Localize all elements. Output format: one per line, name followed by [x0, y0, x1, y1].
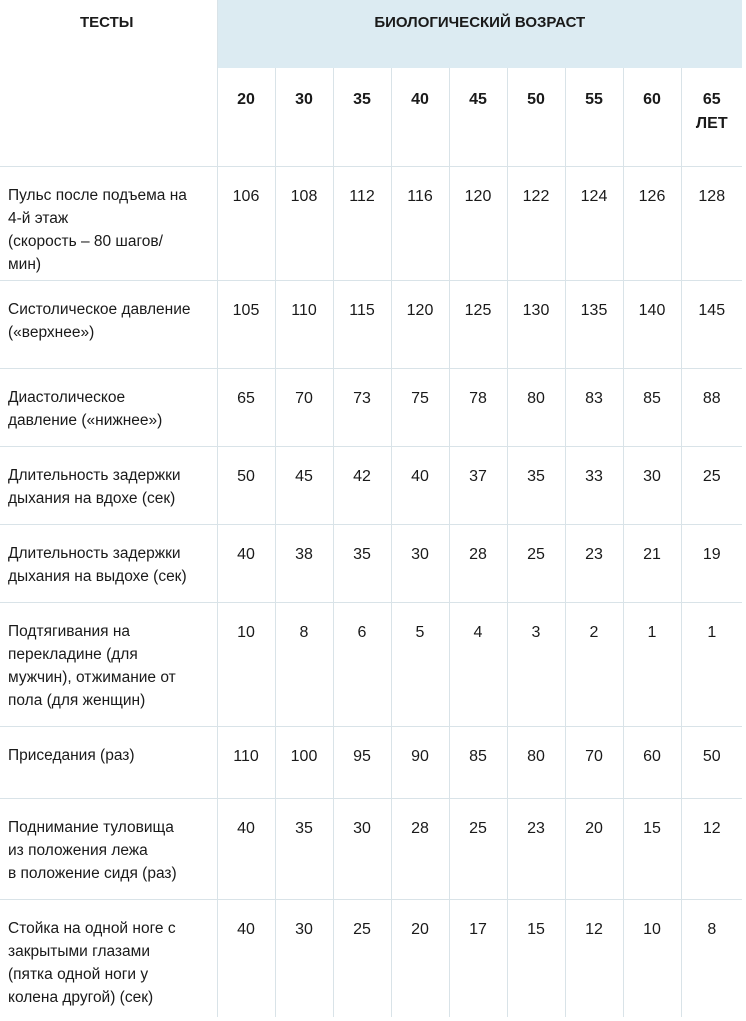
bio-age-header: БИОЛОГИЧЕСКИЙ ВОЗРАСТ [217, 0, 742, 68]
value-cell: 70 [565, 726, 623, 798]
test-name-line: Длительность задержки [8, 466, 181, 484]
age-header-last [681, 68, 742, 166]
age-header: 60 [623, 68, 681, 166]
value-cell: 145 [681, 280, 742, 368]
value-cell: 12 [681, 798, 742, 899]
test-name-line: Подтягивания на [8, 622, 131, 640]
value-cell: 50 [681, 726, 742, 798]
age-header: 45 [449, 68, 507, 166]
test-name-cell [0, 280, 217, 368]
value-cell: 6 [333, 602, 391, 726]
value-cell: 4 [449, 602, 507, 726]
value-cell: 80 [507, 726, 565, 798]
age-header: 20 [217, 68, 275, 166]
value-cell: 88 [681, 368, 742, 446]
value-cell: 25 [333, 899, 391, 1017]
value-cell: 125 [449, 280, 507, 368]
test-name-line: Стойка на одной ноге с [8, 919, 176, 937]
value-cell: 106 [217, 166, 275, 280]
age-header: 50 [507, 68, 565, 166]
table-row [0, 726, 742, 798]
value-cell: 126 [623, 166, 681, 280]
value-cell: 110 [217, 726, 275, 798]
value-cell: 116 [391, 166, 449, 280]
test-name-cell [0, 899, 217, 1017]
value-cell: 45 [275, 446, 333, 524]
value-cell: 8 [681, 899, 742, 1017]
value-cell: 30 [391, 524, 449, 602]
test-name-line: из положения лежа [8, 841, 148, 859]
value-cell: 120 [449, 166, 507, 280]
table-row [0, 524, 742, 602]
table-row [0, 602, 742, 726]
value-cell: 35 [507, 446, 565, 524]
test-name-line: Приседания (раз) [8, 746, 135, 764]
value-cell: 33 [565, 446, 623, 524]
table-row [0, 280, 742, 368]
value-cell: 10 [623, 899, 681, 1017]
test-name-line: («верхнее») [8, 323, 95, 341]
age-header: 40 [391, 68, 449, 166]
value-cell: 21 [623, 524, 681, 602]
value-cell: 23 [507, 798, 565, 899]
test-name-line: мин) [8, 255, 42, 273]
value-cell: 40 [217, 798, 275, 899]
test-name-line: Пульс после подъема на [8, 186, 187, 204]
value-cell: 124 [565, 166, 623, 280]
test-name-line: Диастолическое [8, 388, 126, 406]
value-cell: 85 [623, 368, 681, 446]
value-cell: 112 [333, 166, 391, 280]
value-cell: 5 [391, 602, 449, 726]
value-cell: 1 [681, 602, 742, 726]
test-name-cell [0, 524, 217, 602]
value-cell: 100 [275, 726, 333, 798]
value-cell: 80 [507, 368, 565, 446]
test-name-line: Поднимание туловища [8, 818, 174, 836]
test-name-cell [0, 798, 217, 899]
table-row [0, 899, 742, 1017]
test-name-line: закрытыми глазами [8, 942, 150, 960]
value-cell: 20 [565, 798, 623, 899]
table-row [0, 166, 742, 280]
value-cell: 60 [623, 726, 681, 798]
value-cell: 35 [333, 524, 391, 602]
age-header: 30 [275, 68, 333, 166]
value-cell: 20 [391, 899, 449, 1017]
value-cell: 128 [681, 166, 742, 280]
value-cell: 95 [333, 726, 391, 798]
test-name-line: колена другой) (сек) [8, 988, 154, 1006]
value-cell: 115 [333, 280, 391, 368]
value-cell: 2 [565, 602, 623, 726]
value-cell: 108 [275, 166, 333, 280]
value-cell: 25 [449, 798, 507, 899]
value-cell: 40 [217, 524, 275, 602]
value-cell: 83 [565, 368, 623, 446]
table-row [0, 798, 742, 899]
value-cell: 40 [217, 899, 275, 1017]
test-name-line: 4-й этаж [8, 209, 69, 227]
value-cell: 8 [275, 602, 333, 726]
value-cell: 28 [391, 798, 449, 899]
age-header: 55 [565, 68, 623, 166]
test-name-cell [0, 602, 217, 726]
test-name-line: давление («нижнее») [8, 411, 163, 429]
value-cell: 122 [507, 166, 565, 280]
header-row [0, 0, 742, 68]
age-suffix: ЛЕТ [695, 115, 728, 132]
value-cell: 15 [507, 899, 565, 1017]
value-cell: 140 [623, 280, 681, 368]
value-cell: 135 [565, 280, 623, 368]
value-cell: 30 [333, 798, 391, 899]
value-cell: 10 [217, 602, 275, 726]
value-cell: 110 [275, 280, 333, 368]
value-cell: 19 [681, 524, 742, 602]
value-cell: 65 [217, 368, 275, 446]
value-cell: 42 [333, 446, 391, 524]
test-name-line: Длительность задержки [8, 544, 181, 562]
test-name-line: дыхания на вдохе (сек) [8, 489, 176, 507]
value-cell: 50 [217, 446, 275, 524]
value-cell: 90 [391, 726, 449, 798]
value-cell: 40 [391, 446, 449, 524]
test-name-line: Систолическое давление [8, 300, 191, 318]
test-name-line: в положение сидя (раз) [8, 864, 177, 882]
table-body [0, 166, 742, 1017]
test-name-cell [0, 726, 217, 798]
test-name-cell [0, 166, 217, 280]
value-cell: 28 [449, 524, 507, 602]
value-cell: 15 [623, 798, 681, 899]
value-cell: 73 [333, 368, 391, 446]
table-row [0, 446, 742, 524]
value-cell: 70 [275, 368, 333, 446]
value-cell: 30 [623, 446, 681, 524]
test-name-line: (пятка одной ноги у [8, 965, 149, 983]
value-cell: 12 [565, 899, 623, 1017]
age-value: 65 [702, 91, 721, 108]
test-name-line: перекладине (для [8, 645, 138, 663]
value-cell: 78 [449, 368, 507, 446]
test-name-line: дыхания на выдохе (сек) [8, 567, 187, 585]
value-cell: 30 [275, 899, 333, 1017]
value-cell: 25 [507, 524, 565, 602]
value-cell: 38 [275, 524, 333, 602]
value-cell: 17 [449, 899, 507, 1017]
table-row [0, 368, 742, 446]
test-name-cell [0, 446, 217, 524]
value-cell: 25 [681, 446, 742, 524]
test-name-line: (скорость – 80 шагов/ [8, 232, 163, 250]
value-cell: 105 [217, 280, 275, 368]
value-cell: 75 [391, 368, 449, 446]
test-name-cell [0, 368, 217, 446]
value-cell: 120 [391, 280, 449, 368]
value-cell: 1 [623, 602, 681, 726]
value-cell: 35 [275, 798, 333, 899]
value-cell: 23 [565, 524, 623, 602]
test-name-line: пола (для женщин) [8, 691, 146, 709]
value-cell: 85 [449, 726, 507, 798]
tests-column-header: ТЕСТЫ [0, 0, 217, 166]
test-name-line: мужчин), отжимание от [8, 668, 176, 686]
value-cell: 130 [507, 280, 565, 368]
value-cell: 37 [449, 446, 507, 524]
age-header: 35 [333, 68, 391, 166]
value-cell: 3 [507, 602, 565, 726]
